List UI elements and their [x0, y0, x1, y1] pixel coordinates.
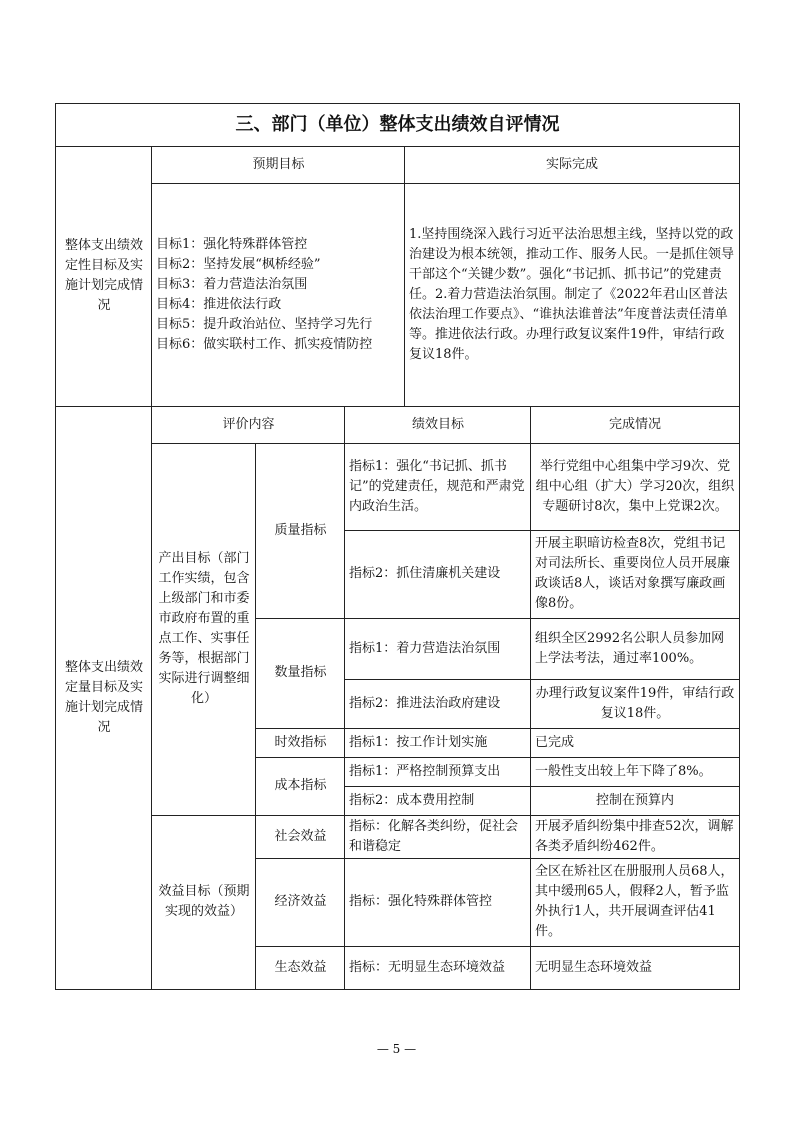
ecological-benefit-label: 生态效益 — [255, 946, 345, 990]
expected-goal-item: 目标2：坚持发展“枫桥经验” — [156, 256, 321, 272]
quality-target-1: 指标1：强化“书记抓、抓书记”的党建责任，规范和严肃党内政治生活。 — [344, 443, 531, 531]
header-content: 评价内容 — [151, 406, 345, 444]
actual-completion: 1.坚持围绕深入践行习近平法治思想主线，坚持以党的政治建设为根本统领，推动工作、服务人民。一是抓住领导干部这个“关键少数”。强化“书记抓、抓书记”的党建责任。2.着力营造法治氛围。制定了《2022年君山区普法依法治理工作要点》、“谁执法谁普法”年度普法责任清单等。推进依法行政。办理行政复议案件19件，审结行政复议18件。 — [404, 183, 740, 407]
section-title: 三、部门（单位）整体支出绩效自评情况 — [55, 103, 740, 147]
expected-goal-item: 目标1：强化特殊群体管控 — [156, 236, 308, 252]
social-benefit-result: 开展矛盾纠纷集中排查52次，调解各类矛盾纠纷462件。 — [530, 815, 740, 859]
header-target: 绩效目标 — [344, 406, 531, 444]
expected-goal-item: 目标4：推进依法行政 — [156, 296, 282, 312]
qualitative-row-label: 整体支出绩效定性目标及实施计划完成情况 — [55, 146, 152, 407]
expected-goals-list — [156, 235, 372, 355]
ecological-benefit-target: 指标：无明显生态环境效益 — [344, 946, 531, 990]
page-number: — 5 — — [376, 1042, 417, 1056]
social-benefit-target: 指标：化解各类纠纷，促社会和谐稳定 — [344, 815, 531, 859]
quantity-target-1: 指标1：着力营造法治氛围 — [344, 618, 531, 680]
expected-goal-item: 目标3：着力营造法治氛围 — [156, 276, 308, 292]
quantitative-row-label: 整体支出绩效定量目标及实施计划完成情况 — [55, 406, 152, 990]
header-actual: 实际完成 — [404, 146, 740, 184]
header-result: 完成情况 — [530, 406, 740, 444]
social-benefit-label: 社会效益 — [255, 815, 345, 859]
cost-indicator-label: 成本指标 — [255, 757, 345, 816]
quantity-result-1: 组织全区2992名公职人员参加网上学法考法，通过率100%。 — [530, 618, 740, 680]
cost-result-2: 控制在预算内 — [530, 786, 740, 816]
header-expected: 预期目标 — [151, 146, 405, 184]
cost-target-1: 指标1：严格控制预算支出 — [344, 757, 531, 787]
quantity-indicator-label: 数量指标 — [255, 618, 345, 729]
output-target-label: 产出目标（部门工作实绩，包含上级部门和市委市政府布置的重点工作、实事任务等，根据部门实际进行调整细化） — [151, 443, 256, 816]
economic-benefit-label: 经济效益 — [255, 858, 345, 947]
expected-goal-item: 目标5：提升政治站位、坚持学习先行 — [156, 316, 373, 332]
quality-result-2: 开展主职暗访检查8次，党组书记对司法所长、重要岗位人员开展廉政谈话8人，谈话对象撰写廉政画像8份。 — [530, 530, 740, 619]
timeliness-indicator-label: 时效指标 — [255, 728, 345, 758]
quality-result-1: 举行党组中心组集中学习9次、党组中心组（扩大）学习20次，组织专题研讨8次，集中上党课2次。 — [530, 443, 740, 531]
expected-goals — [151, 183, 405, 407]
cost-target-2: 指标2：成本费用控制 — [344, 786, 531, 816]
timeliness-target-1: 指标1：按工作计划实施 — [344, 728, 531, 758]
quality-target-2: 指标2：抓住清廉机关建设 — [344, 530, 531, 619]
ecological-benefit-result: 无明显生态环境效益 — [530, 946, 740, 990]
timeliness-result-1: 已完成 — [530, 728, 740, 758]
expected-goal-item: 目标6：做实联村工作、抓实疫情防控 — [156, 336, 373, 352]
quantity-target-2: 指标2：推进法治政府建设 — [344, 679, 531, 729]
economic-benefit-result: 全区在矫社区在册服刑人员68人，其中缓刑65人，假释2人，暂予监外执行1人，共开展调查评估41件。 — [530, 858, 740, 947]
quality-indicator-label: 质量指标 — [255, 443, 345, 619]
economic-benefit-target: 指标：强化特殊群体管控 — [344, 858, 531, 947]
benefit-target-label: 效益目标（预期实现的效益） — [151, 815, 256, 990]
cost-result-1: 一般性支出较上年下降了8%。 — [530, 757, 740, 787]
quantity-result-2: 办理行政复议案件19件，审结行政复议18件。 — [530, 679, 740, 729]
